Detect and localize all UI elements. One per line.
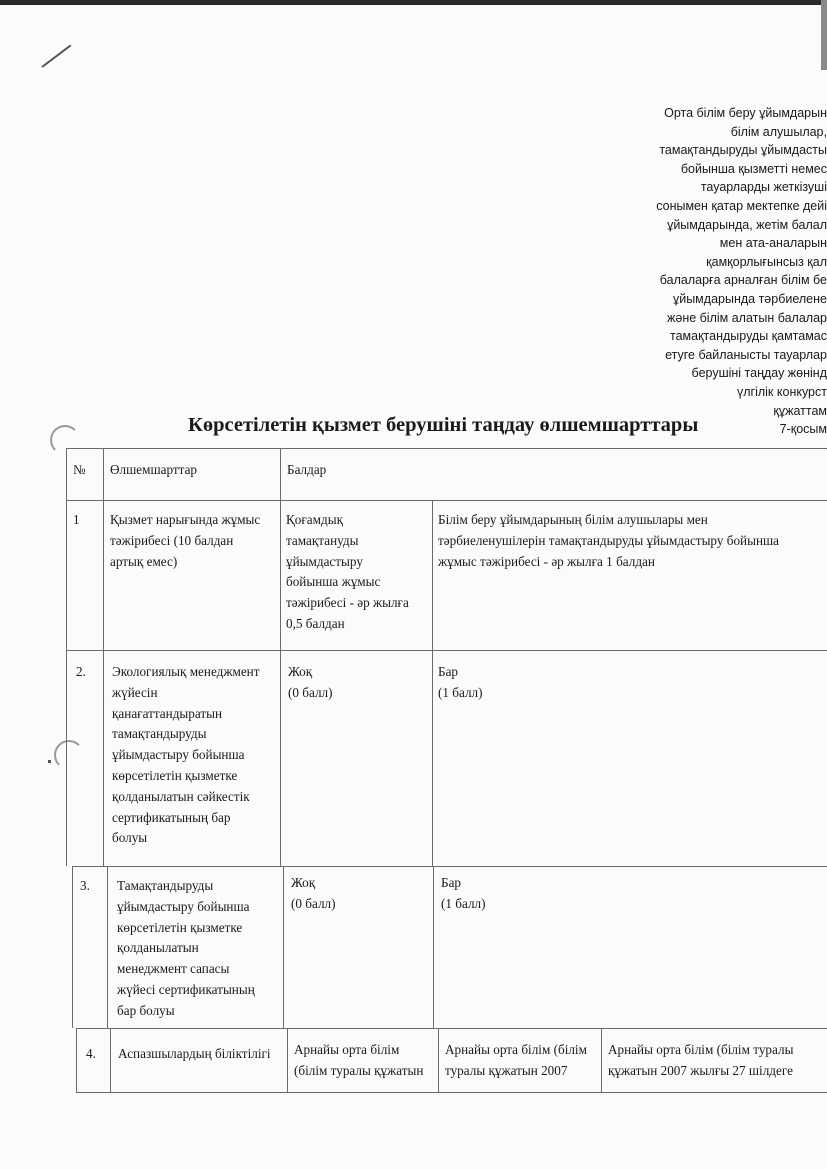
annex-line: 7-қосым: [779, 422, 827, 437]
table-rule: [438, 1028, 439, 1092]
page-title: Көрсетілетін қызмет берушіні таңдау өлшемшарттары: [188, 414, 699, 436]
table-rule: [76, 1028, 77, 1092]
annex-line: білім алушылар,: [730, 124, 827, 139]
annex-line: берушіні таңдау жөнінд: [691, 366, 827, 381]
row-criteria: Тамақтандыруды ұйымдастыру бойынша көрсетілетін қызметке қолданылатын менеджмент сапасы жүйесі сертификатының бар болуы: [117, 878, 255, 1018]
scan-speck: [48, 760, 51, 763]
row-points-col3: Арнайы орта білім (білім туралы құжатын 2007 жылғы 27 шілдеге: [608, 1042, 794, 1078]
annex-line: тауарларды жеткізуші: [700, 180, 827, 195]
annex-line: ұйымдарында тәрбиелене: [672, 291, 827, 306]
row-criteria: Аспазшылардың біліктілігі: [118, 1046, 271, 1061]
annex-line: етуге байланысты тауарлар: [665, 347, 827, 362]
annex-line: сонымен қатар мектепке дейі: [656, 198, 827, 213]
header-criteria: Өлшемшарттар: [110, 462, 198, 477]
table-rule: [287, 1028, 288, 1092]
annex-line: тамақтандыруды қамтамас: [669, 329, 827, 344]
scan-edge-right: [821, 0, 827, 70]
table-rule: [72, 866, 827, 867]
table-rule: [433, 866, 434, 1028]
annex-line: қамқорлығынсыз қал: [706, 254, 827, 269]
table-rule: [107, 866, 108, 1028]
annex-line: және білім алатын балалар: [667, 310, 827, 325]
row-points-col1: Жоқ (0 балл): [288, 664, 333, 700]
scan-edge-top: [0, 0, 827, 5]
punch-hole-bottom: [54, 740, 84, 770]
table-rule: [103, 448, 104, 866]
table-rule: [76, 1092, 827, 1093]
table-rule: [66, 500, 827, 501]
annex-line: құжаттам: [773, 403, 827, 418]
table-rule: [283, 866, 284, 1028]
row-criteria: Қызмет нарығында жұмыс тәжірибесі (10 балдан артық емес): [110, 512, 261, 569]
annex-line: тамақтандыруды ұйымдасты: [659, 143, 827, 158]
row-number: 1: [73, 512, 80, 527]
row-points-col1: Жоқ (0 балл): [291, 875, 336, 911]
annex-line: мен ата-аналарын: [719, 236, 827, 251]
pen-mark: [41, 45, 71, 68]
annex-line: балаларға арналған білім бе: [659, 273, 827, 288]
table-rule: [110, 1028, 111, 1092]
row-points-col2: Арнайы орта білім (білім туралы құжатын 2007: [445, 1042, 587, 1078]
annex-line: ұйымдарында, жетім балал: [667, 217, 827, 232]
row-points-col2: Білім беру ұйымдарының білім алушылары мен тәрбиеленушілерін тамақтандыруды ұйымдастыру бойынша жұмыс тәжірибесі - әр жылға 1 балдан: [438, 512, 780, 569]
row-points-col1: Қоғамдық тамақтануды ұйымдастыру бойынша жұмыс тәжірибесі - әр жылға 0,5 балдан: [286, 512, 409, 631]
table-rule: [66, 448, 827, 449]
annex-line: Орта білім беру ұйымдарын: [664, 106, 827, 120]
row-points-col2: Бар (1 балл): [441, 875, 486, 911]
annex-header: [600, 104, 827, 439]
table-rule: [66, 448, 67, 866]
annex-line: бойынша қызметті немес: [680, 161, 827, 176]
row-points-col1: Арнайы орта білім (білім туралы құжатын: [294, 1042, 424, 1078]
row-number: 4.: [86, 1046, 96, 1061]
punch-hole-top: [50, 425, 80, 455]
row-number: 2.: [76, 664, 86, 679]
row-points-col2: Бар (1 балл): [438, 664, 483, 700]
table-rule: [432, 500, 433, 866]
table-rule: [66, 650, 827, 651]
header-points: Балдар: [287, 462, 327, 477]
header-num: №: [73, 462, 86, 477]
row-number: 3.: [80, 878, 90, 893]
annex-line: үлгілік конкурст: [736, 384, 827, 399]
table-rule: [76, 1028, 827, 1029]
table-rule: [72, 866, 73, 1028]
table-rule: [601, 1028, 602, 1092]
table-rule: [280, 448, 281, 866]
row-criteria: Экологиялық менеджмент жүйесін қанағаттандыратын тамақтандыруды ұйымдастыру бойынша көрсетілетін қызметке қолданылатын сәйкестік сертификатының бар болуы: [112, 664, 260, 846]
